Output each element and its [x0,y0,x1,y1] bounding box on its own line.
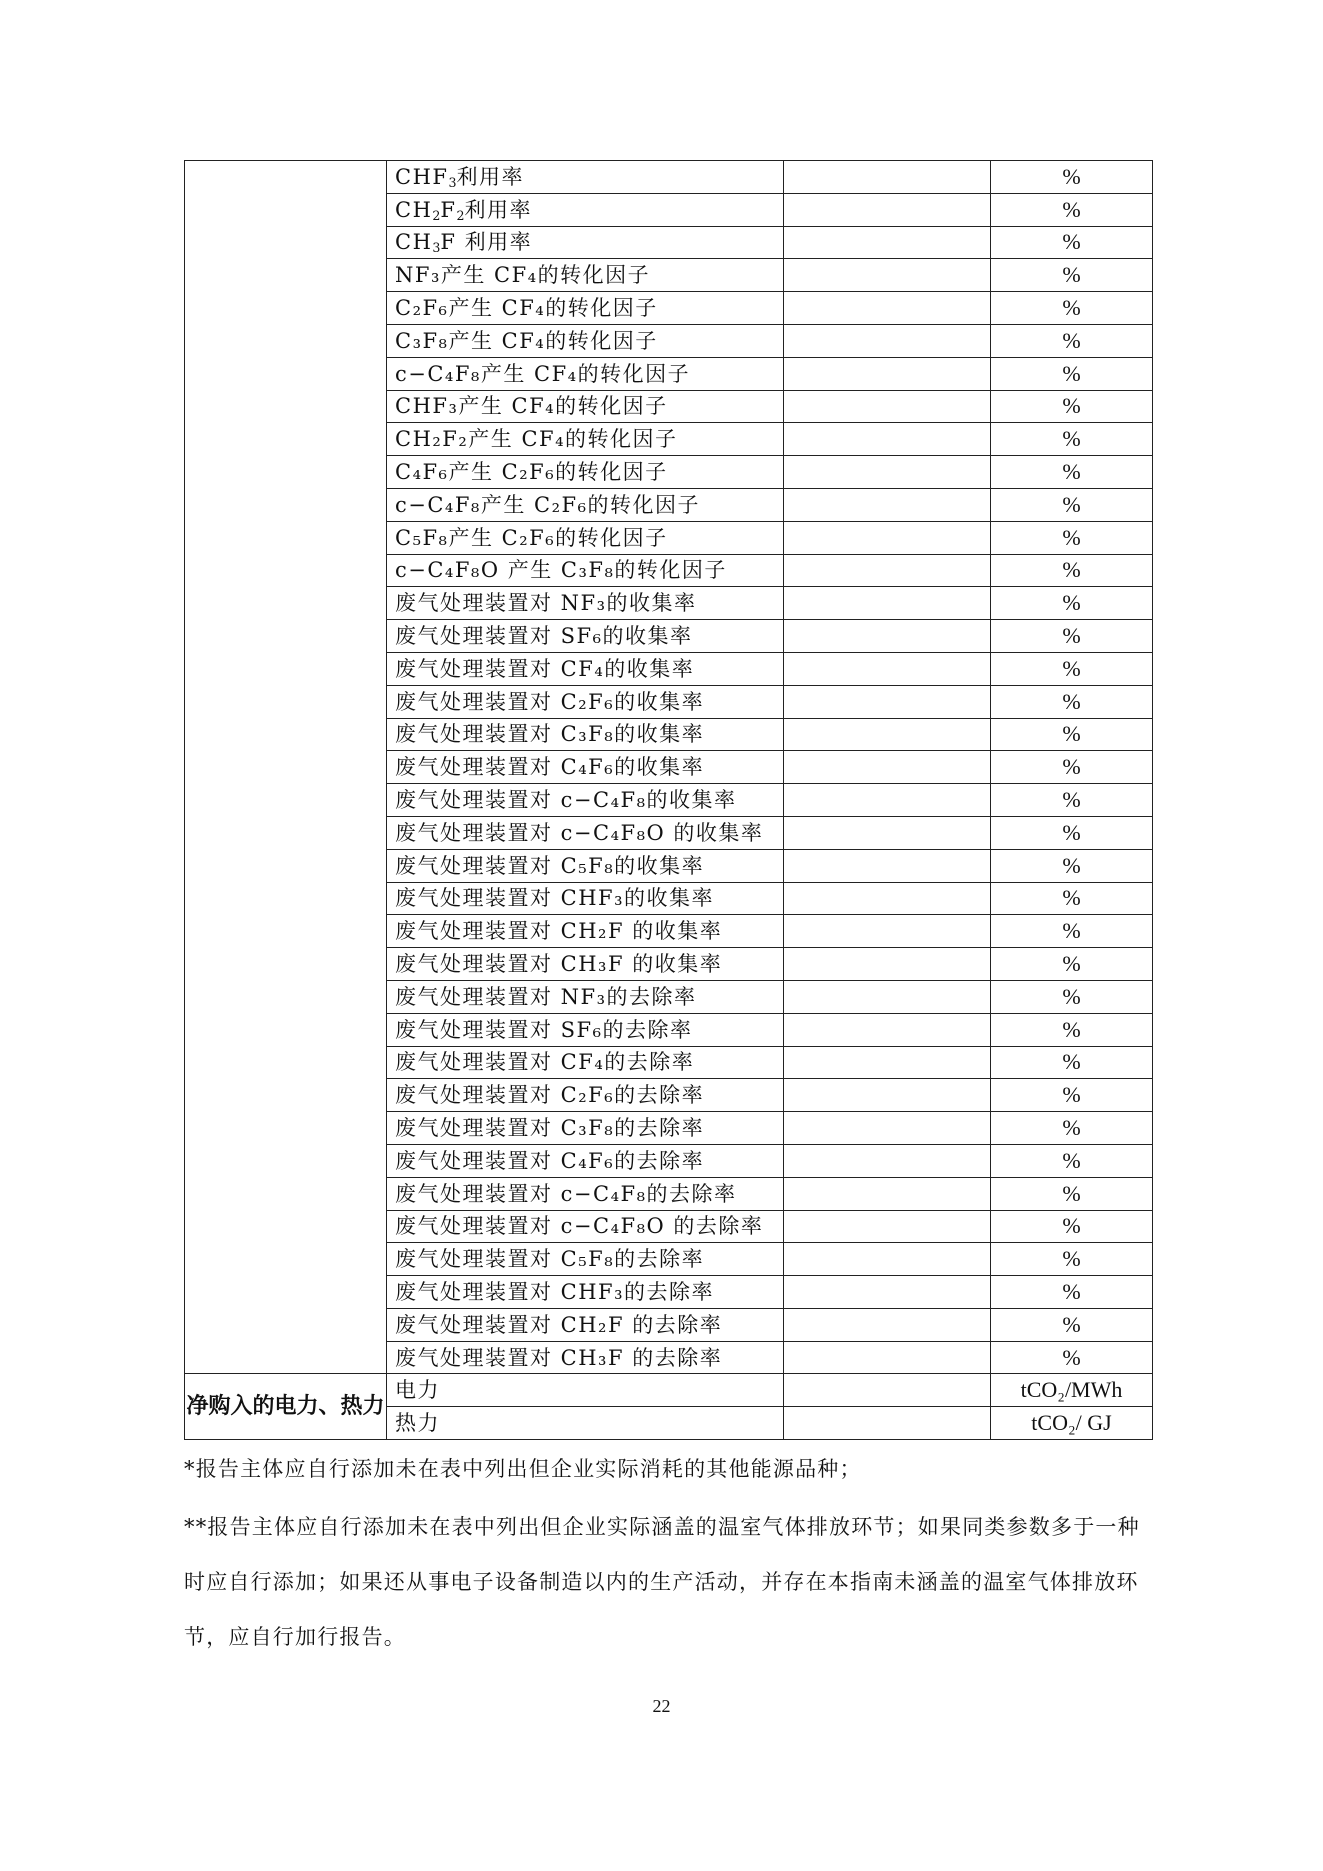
footnote-double-asterisk: **报告主体应自行添加未在表中列出但企业实际涵盖的温室气体排放环节；如果同类参数多于一种时应自行添加；如果还从事电子设备制造以内的生产活动，并存在本指南未涵盖的温室气体排放环节，应自行加行报告。 [184,1515,1140,1649]
item-cell: $CH_2F_2$利用率 [387,193,784,226]
value-cell[interactable] [784,1079,991,1112]
item-cell: 废气处理装置对 CH₂F 的收集率 [387,915,784,948]
item-cell: 废气处理装置对 c−C₄F₈O 的收集率 [387,816,784,849]
item-cell: 废气处理装置对 C₂F₆的收集率 [387,685,784,718]
unit-cell: % [991,1243,1153,1276]
value-cell[interactable] [784,915,991,948]
unit-cell: % [991,1308,1153,1341]
unit-cell: % [991,488,1153,521]
item-cell: 废气处理装置对 C₅F₈的去除率 [387,1243,784,1276]
value-cell[interactable] [784,587,991,620]
value-cell[interactable] [784,488,991,521]
value-cell[interactable] [784,980,991,1013]
value-cell[interactable] [784,1210,991,1243]
item-cell: 废气处理装置对 NF₃的收集率 [387,587,784,620]
unit-cell: % [991,226,1153,259]
value-cell[interactable] [784,882,991,915]
unit-cell: % [991,1079,1153,1112]
value-cell[interactable] [784,620,991,653]
value-cell[interactable] [784,1341,991,1374]
unit-cell: % [991,718,1153,751]
unit-cell: % [991,980,1153,1013]
value-cell[interactable] [784,259,991,292]
unit-cell: % [991,915,1153,948]
table-row [185,1374,1153,1407]
item-cell: c−C₄F₈O 产生 C₃F₈的转化因子 [387,554,784,587]
unit-cell: % [991,1112,1153,1145]
item-cell: 废气处理装置对 CHF₃的去除率 [387,1276,784,1309]
value-cell[interactable] [784,161,991,194]
unit-cell: % [991,324,1153,357]
value-cell[interactable] [784,456,991,489]
item-cell: CHF₃产生 CF₄的转化因子 [387,390,784,423]
category-cell-continued [185,161,387,1374]
unit-cell: tCO₂/ GJ [991,1407,1153,1440]
unit-cell: % [991,652,1153,685]
item-cell: c−C₄F₈产生 CF₄的转化因子 [387,357,784,390]
unit-cell: % [991,620,1153,653]
value-cell[interactable] [784,1374,991,1407]
footnote-single-asterisk: *报告主体应自行添加未在表中列出但企业实际消耗的其他能源品种； [184,1457,862,1481]
unit-cell: % [991,423,1153,456]
item-cell: 废气处理装置对 CH₂F 的去除率 [387,1308,784,1341]
item-cell: 废气处理装置对 C₃F₈的去除率 [387,1112,784,1145]
value-cell[interactable] [784,521,991,554]
item-cell: 废气处理装置对 C₅F₈的收集率 [387,849,784,882]
item-cell: 废气处理装置对 CH₃F 的收集率 [387,948,784,981]
value-cell[interactable] [784,685,991,718]
value-cell[interactable] [784,1276,991,1309]
page-number: 22 [652,1696,671,1716]
value-cell[interactable] [784,784,991,817]
table-row [185,161,1153,194]
item-cell: 热力 [387,1407,784,1440]
unit-cell: % [991,161,1153,194]
value-cell[interactable] [784,226,991,259]
value-cell[interactable] [784,652,991,685]
table-body [185,161,1153,1440]
item-cell: 废气处理装置对 C₃F₈的收集率 [387,718,784,751]
unit-cell: % [991,849,1153,882]
item-cell: 废气处理装置对 CF₄的去除率 [387,1046,784,1079]
item-cell: 废气处理装置对 C₄F₆的收集率 [387,751,784,784]
item-cell: C₃F₈产生 CF₄的转化因子 [387,324,784,357]
unit-cell: % [991,1276,1153,1309]
emission-factor-table [184,160,1153,1440]
category-cell-electricity-heat: 净购入的电力、热力 [185,1374,387,1440]
item-cell: 废气处理装置对 C₄F₆的去除率 [387,1144,784,1177]
unit-cell: % [991,1013,1153,1046]
value-cell[interactable] [784,751,991,784]
unit-cell: % [991,1210,1153,1243]
unit-cell: % [991,193,1153,226]
item-cell: 废气处理装置对 SF₆的去除率 [387,1013,784,1046]
value-cell[interactable] [784,1046,991,1079]
item-cell: 废气处理装置对 SF₆的收集率 [387,620,784,653]
unit-cell: % [991,1341,1153,1374]
value-cell[interactable] [784,1013,991,1046]
item-cell: C₄F₆产生 C₂F₆的转化因子 [387,456,784,489]
value-cell[interactable] [784,849,991,882]
value-cell[interactable] [784,1407,991,1440]
unit-cell: % [991,685,1153,718]
item-cell: 废气处理装置对 CF₄的收集率 [387,652,784,685]
item-cell: 废气处理装置对 CHF₃的收集率 [387,882,784,915]
item-cell: c−C₄F₈产生 C₂F₆的转化因子 [387,488,784,521]
value-cell[interactable] [784,390,991,423]
unit-cell: % [991,784,1153,817]
unit-cell: % [991,1046,1153,1079]
unit-cell: % [991,357,1153,390]
unit-cell: % [991,456,1153,489]
value-cell[interactable] [784,193,991,226]
value-cell[interactable] [784,1177,991,1210]
item-cell: 废气处理装置对 c−C₄F₈的收集率 [387,784,784,817]
unit-cell: % [991,1144,1153,1177]
value-cell[interactable] [784,718,991,751]
item-cell: NF₃产生 CF₄的转化因子 [387,259,784,292]
value-cell[interactable] [784,292,991,325]
item-cell: C₂F₆产生 CF₄的转化因子 [387,292,784,325]
value-cell[interactable] [784,324,991,357]
unit-cell: % [991,259,1153,292]
item-cell: 废气处理装置对 NF₃的去除率 [387,980,784,1013]
item-cell: 废气处理装置对 CH₃F 的去除率 [387,1341,784,1374]
item-cell: 废气处理装置对 c−C₄F₈的去除率 [387,1177,784,1210]
unit-cell: % [991,390,1153,423]
value-cell[interactable] [784,1112,991,1145]
value-cell[interactable] [784,423,991,456]
unit-cell: tCO₂/MWh [991,1374,1153,1407]
item-cell: 废气处理装置对 C₂F₆的去除率 [387,1079,784,1112]
item-cell: 电力 [387,1374,784,1407]
unit-cell: % [991,882,1153,915]
item-cell: $CHF_3$利用率 [387,161,784,194]
unit-cell: % [991,587,1153,620]
value-cell[interactable] [784,1243,991,1276]
item-cell: CH₂F₂产生 CF₄的转化因子 [387,423,784,456]
unit-cell: % [991,521,1153,554]
item-cell: $CH_3F$ 利用率 [387,226,784,259]
unit-cell: % [991,816,1153,849]
value-cell[interactable] [784,1308,991,1341]
unit-cell: % [991,1177,1153,1210]
value-cell[interactable] [784,816,991,849]
unit-cell: % [991,751,1153,784]
value-cell[interactable] [784,554,991,587]
unit-cell: % [991,948,1153,981]
value-cell[interactable] [784,357,991,390]
item-cell: C₅F₈产生 C₂F₆的转化因子 [387,521,784,554]
value-cell[interactable] [784,948,991,981]
unit-cell: % [991,554,1153,587]
unit-cell: % [991,292,1153,325]
value-cell[interactable] [784,1144,991,1177]
item-cell: 废气处理装置对 c−C₄F₈O 的去除率 [387,1210,784,1243]
